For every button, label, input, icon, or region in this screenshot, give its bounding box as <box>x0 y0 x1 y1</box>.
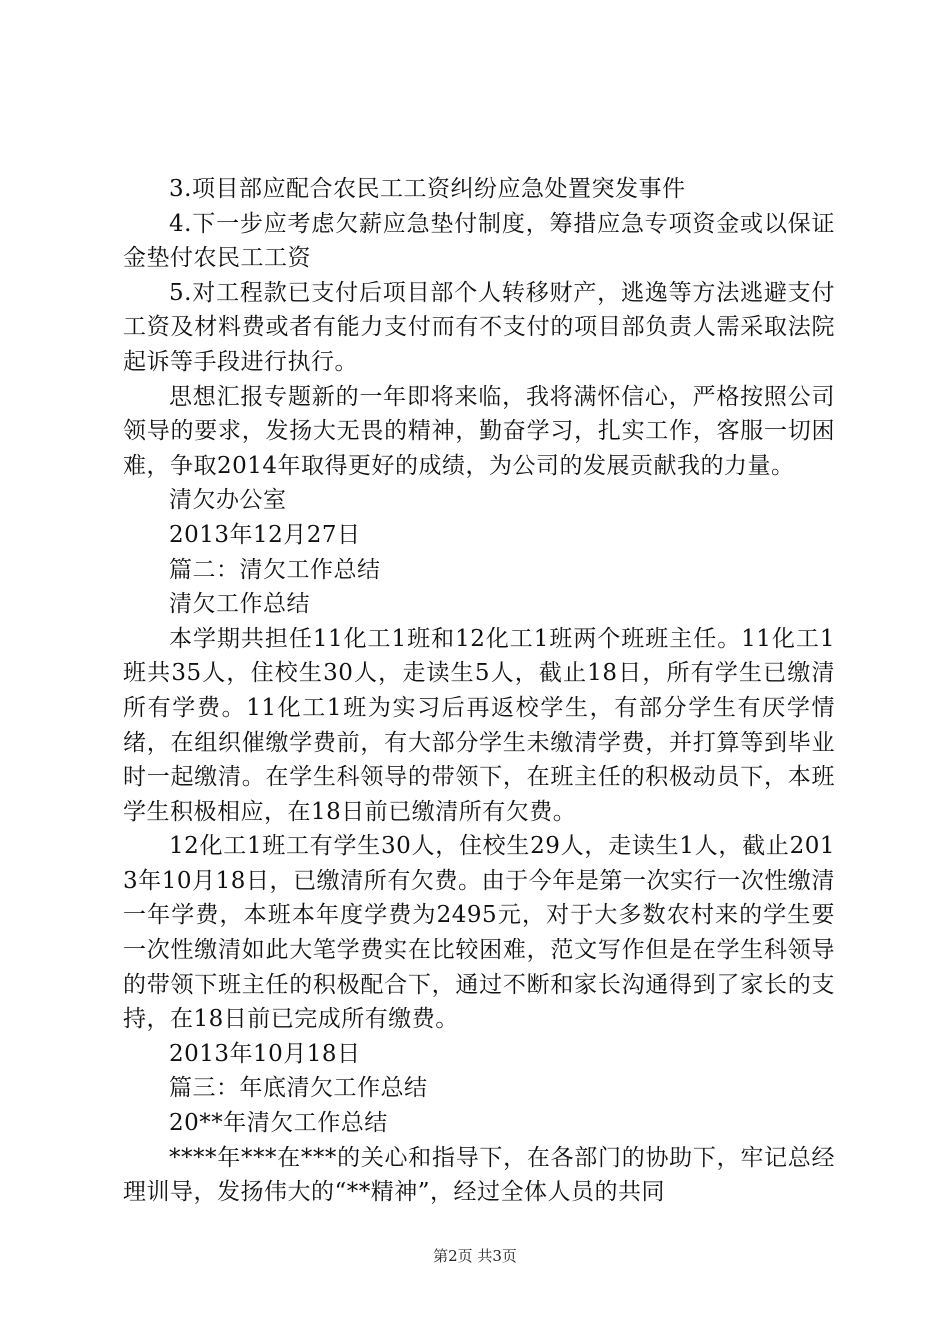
paragraph-part-three-intro: ****年***在***的关心和指导下，在各部门的协助下，牢记总经理训导，发扬伟大的“**精神”，经过全体人员的共同 <box>123 1144 835 1206</box>
page-number-footer: 第2页 共3页 <box>433 1247 517 1265</box>
section-title-part-two: 清欠工作总结 <box>169 591 310 618</box>
paragraph-item-3: 3.项目部应配合农民工工资纠纷应急处置突发事件 <box>169 176 686 202</box>
document-body <box>123 172 835 1210</box>
section-heading-part-three: 篇三：年底清欠工作总结 <box>169 1075 428 1102</box>
paragraph-item-5: 5.对工程款已支付后项目部个人转移财产，逃逸等方法逃避支付工资及材料费或者有能力支付而有不支付的项目部负责人需采取法院起诉等手段进行执行。 <box>123 279 835 375</box>
paragraph-thought-report: 思想汇报专题新的一年即将来临，我将满怀信心，严格按照公司领导的要求，发扬大无畏的精神，勤奋学习，扎实工作，客服一切困难，争取2014年取得更好的成绩，为公司的发展贡献我的力量。 <box>123 383 835 479</box>
signature-office: 清欠办公室 <box>169 487 287 514</box>
paragraph-class-12: 12化工1班工有学生30人，住校生29人，走读生1人，截止2013年10月18日，已缴清所有欠费。由于今年是第一次实行一次性缴清一年学费，本班本年度学费为2495元，对于大多数农村来的学生要一次性缴清如此大笔学费实在比较困难，范文写作但是在学生科领导的带领下班主任的积极配合下，通过不断和家长沟通得到了家长的支持，在18日前已完成所有缴费。 <box>123 833 835 1033</box>
signature-date: 2013年12月27日 <box>169 521 361 548</box>
part-two-date: 2013年10月18日 <box>169 1040 361 1067</box>
paragraph-class-11: 本学期共担任11化工1班和12化工1班两个班班主任。11化工1班共35人，住校生30人，走读生5人，截止18日，所有学生已缴清所有学费。11化工1班为实习后再返校学生，有部分学生有厌学情绪，在组织催缴学费前，有大部分学生未缴清学费，并打算等到毕业时一起缴清。在学生科领导的带领下，在班主任的积极动员下，本班学生积极相应，在18日前已缴清所有欠费。 <box>123 625 835 825</box>
section-title-part-three: 20**年清欠工作总结 <box>169 1110 388 1137</box>
section-heading-part-two: 篇二：清欠工作总结 <box>169 556 381 583</box>
paragraph-item-4: 4.下一步应考虑欠薪应急垫付制度，筹措应急专项资金或以保证金垫付农民工工资 <box>123 210 835 272</box>
